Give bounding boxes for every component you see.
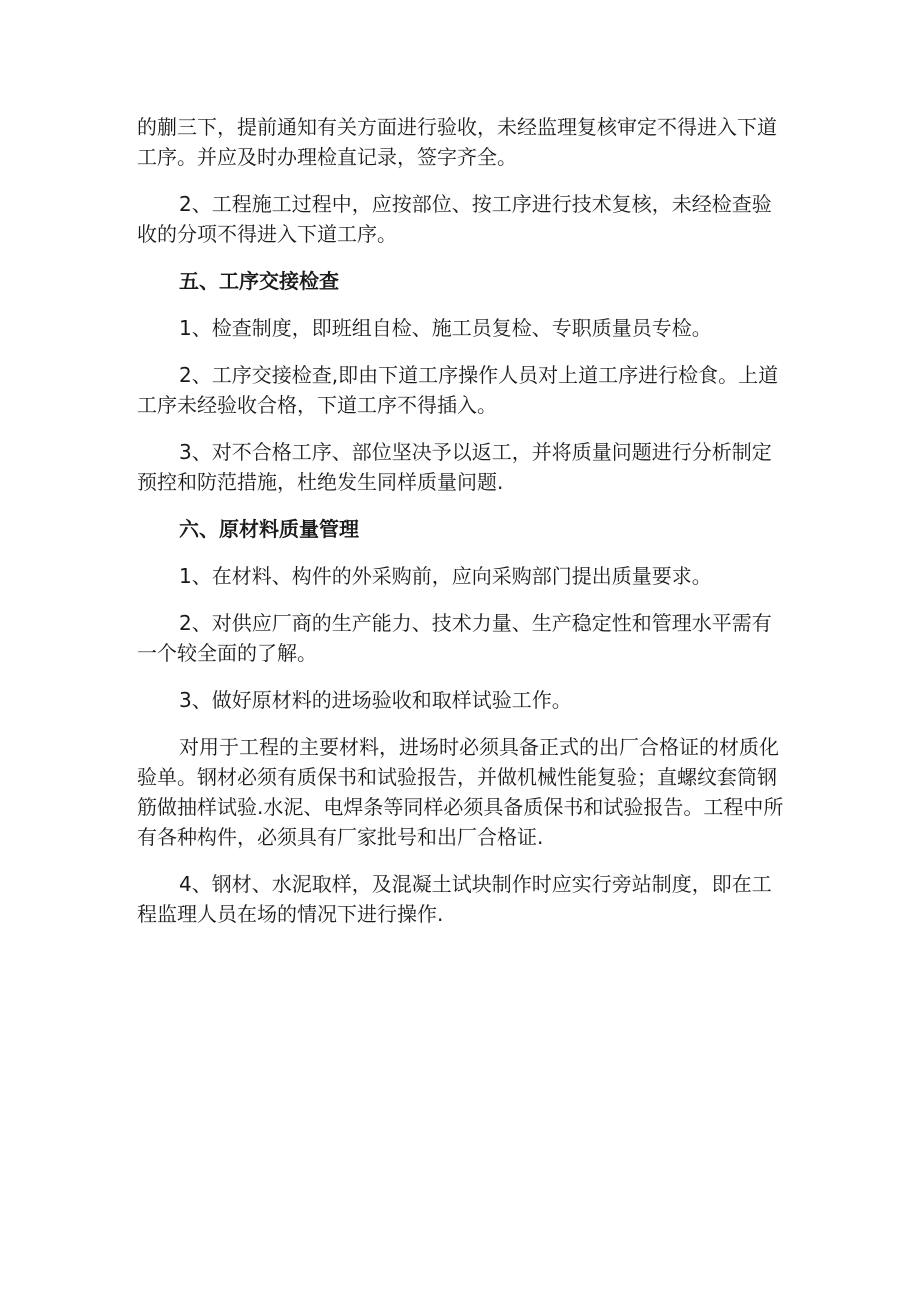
text-line: 2、工程施工过程中，应按部位、按工序进行技术复核，未经检查验 bbox=[179, 192, 772, 216]
text-line: 工序未经验收合格，下道工序不得插入。 bbox=[137, 393, 497, 417]
paragraph bbox=[137, 608, 782, 668]
text-line: 2、工序交接检查,即由下道工序操作人员对上道工序进行检食。上道 bbox=[179, 363, 779, 387]
paragraph bbox=[137, 189, 782, 249]
text-line: 对用于工程的主要材料，进场时必须具备正式的出厂合格证的材质化 bbox=[179, 735, 779, 759]
paragraph bbox=[137, 360, 782, 420]
paragraph bbox=[137, 869, 782, 929]
text-line: 验单。钢材必须有质保书和试验报告，并做机械性能复验；直螺纹套筒钢 bbox=[137, 765, 777, 789]
text-line: 3、对不合格工序、部位坚决予以返工，并将质量问题进行分析制定 bbox=[179, 440, 772, 464]
text-line: 有各种构件，必须具有厂家批号和出厂合格证. bbox=[137, 825, 544, 849]
document-body bbox=[137, 112, 782, 946]
text-line: 收的分项不得进入下道工序。 bbox=[137, 222, 397, 246]
text-line: 3、做好原材料的进场验收和取样试验工作。 bbox=[179, 688, 572, 712]
text-line: 一个较全面的了解。 bbox=[137, 641, 317, 665]
paragraph bbox=[137, 437, 782, 497]
paragraph bbox=[137, 112, 782, 172]
text-line: 工序。并应及时办理检直记录，签字齐全。 bbox=[137, 145, 517, 169]
text-line: 1、检查制度，即班组自检、施工员复检、专职质量员专检。 bbox=[179, 316, 712, 340]
text-line: 2、对供应厂商的生产能力、技术力量、生产稳定性和管理水平需有 bbox=[179, 611, 772, 635]
section-heading bbox=[137, 514, 782, 544]
paragraph bbox=[137, 685, 782, 715]
text-line: 1、在材料、构件的外采购前，应向采购部门提出质量要求。 bbox=[179, 564, 712, 588]
text-line: 筋做抽样试验.水泥、电焊条等同样必须具备质保书和试验报告。工程中所 bbox=[137, 795, 784, 819]
text-line: 4、钢材、水泥取样，及混凝土试块制作时应实行旁站制度，即在工 bbox=[179, 872, 772, 896]
text-line: 程监理人员在场的情况下进行操作. bbox=[137, 902, 444, 926]
paragraph bbox=[137, 561, 782, 591]
paragraph bbox=[137, 313, 782, 343]
text-line: 预控和防范措施，杜绝发生同样质量问题. bbox=[137, 470, 504, 494]
section-heading-text: 六、原材料质量管理 bbox=[179, 517, 359, 541]
text-line: 的蒯三下，提前通知有关方面进行验收，未经监理复核审定不得进入下道 bbox=[137, 115, 777, 139]
section-heading-text: 五、工序交接检查 bbox=[179, 269, 339, 293]
section-heading bbox=[137, 266, 782, 296]
paragraph bbox=[137, 732, 782, 852]
